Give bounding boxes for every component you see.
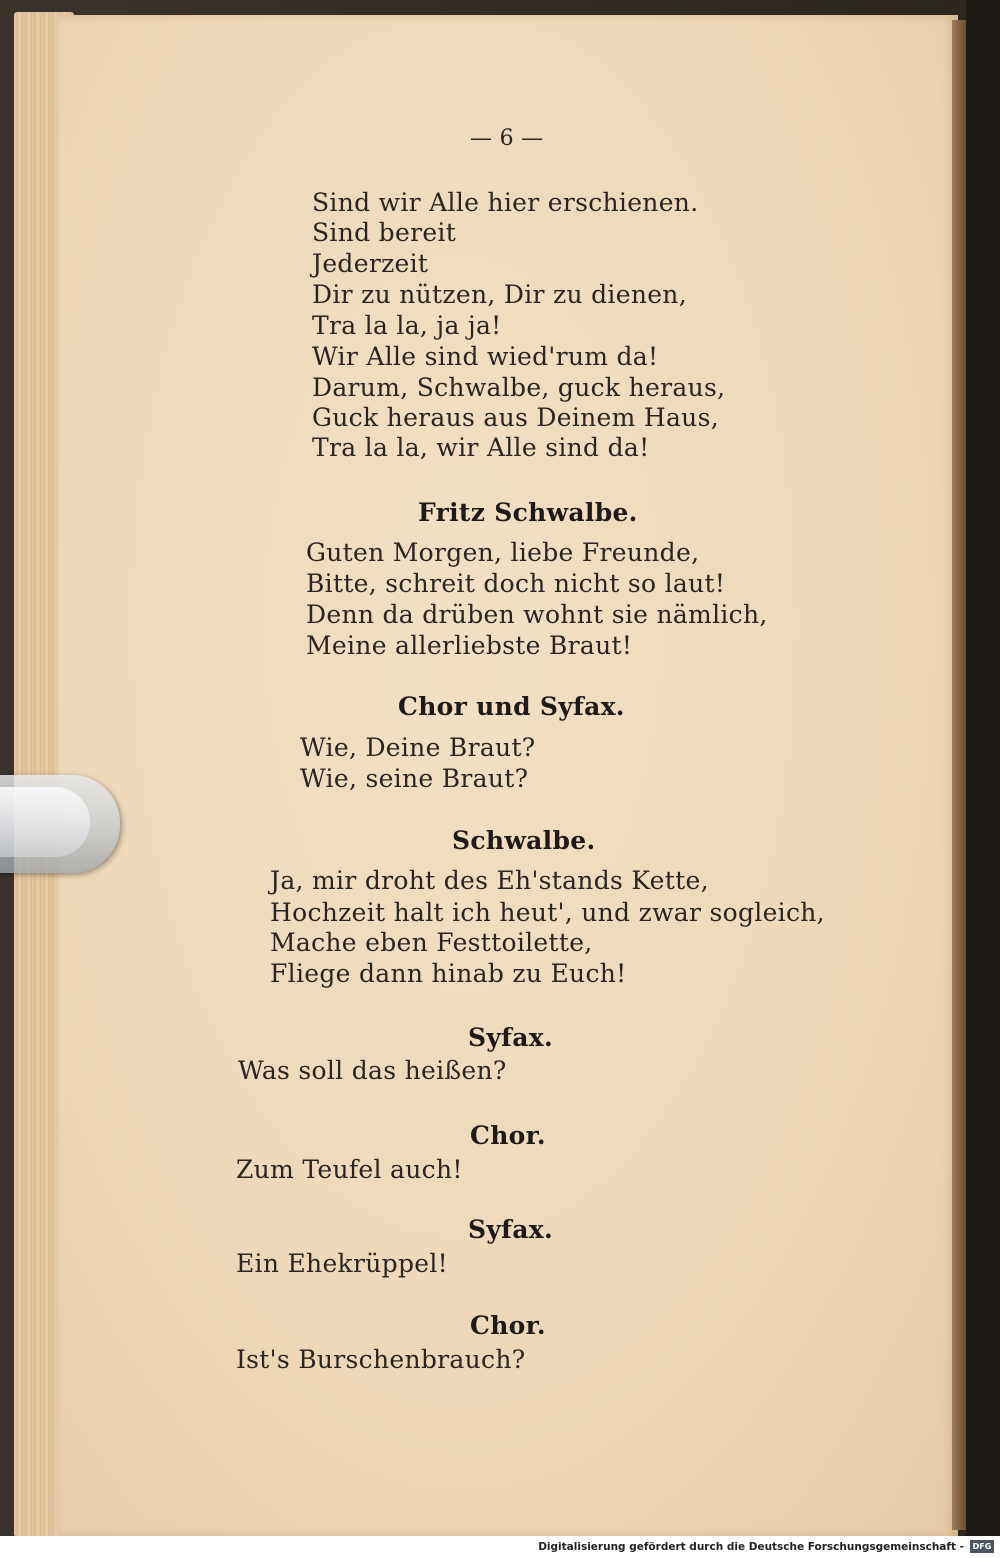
- speaker-heading: Chor und Syfax.: [398, 692, 625, 721]
- verse-line: Fliege dann hinab zu Euch!: [270, 959, 627, 988]
- verse-line: Dir zu nützen, Dir zu dienen,: [312, 280, 687, 309]
- speaker-heading: Fritz Schwalbe.: [418, 498, 638, 527]
- footer-credit: Digitalisierung gefördert durch die Deutsche Forschungsgemeinschaft -: [538, 1541, 964, 1553]
- scan-edge: [966, 0, 1000, 1558]
- verse-line: Ein Ehekrüppel!: [236, 1249, 448, 1278]
- speaker-heading: Chor.: [470, 1311, 546, 1340]
- verse-line: Sind bereit: [312, 218, 457, 247]
- speaker-heading: Schwalbe.: [452, 826, 596, 855]
- speaker-heading: Syfax.: [468, 1215, 553, 1244]
- verse-line: Ist's Burschenbrauch?: [236, 1345, 526, 1374]
- verse-line: Hochzeit halt ich heut', und zwar sogleich,: [270, 898, 825, 927]
- dfg-logo: DFG: [970, 1540, 994, 1553]
- speaker-heading: Syfax.: [468, 1023, 553, 1052]
- verse-line: Mache eben Festtoilette,: [270, 928, 593, 957]
- verse-line: Ja, mir droht des Eh'stands Kette,: [270, 866, 709, 895]
- verse-line: Wie, seine Braut?: [300, 764, 529, 793]
- verse-line: Zum Teufel auch!: [236, 1155, 463, 1184]
- page-gutter: [952, 20, 966, 1530]
- speaker-heading: Chor.: [470, 1121, 546, 1150]
- verse-line: Guck heraus aus Deinem Haus,: [312, 403, 719, 432]
- book-clip: [0, 775, 120, 873]
- verse-line: Wie, Deine Braut?: [300, 733, 536, 762]
- verse-line: Tra la la, wir Alle sind da!: [312, 433, 650, 462]
- verse-line: Bitte, schreit doch nicht so laut!: [306, 569, 726, 598]
- verse-line: Wir Alle sind wied'rum da!: [312, 342, 659, 371]
- verse-line: Jederzeit: [312, 249, 429, 278]
- verse-line: Tra la la, ja ja!: [312, 311, 502, 340]
- verse-line: Denn da drüben wohnt sie nämlich,: [306, 600, 768, 629]
- verse-line: Darum, Schwalbe, guck heraus,: [312, 373, 726, 402]
- page-number: — 6 —: [470, 126, 544, 151]
- verse-line: Guten Morgen, liebe Freunde,: [306, 538, 700, 567]
- verse-line: Sind wir Alle hier erschienen.: [312, 188, 699, 217]
- verse-line: Meine allerliebste Braut!: [306, 631, 633, 660]
- book-clip-highlight: [0, 787, 90, 857]
- verse-line: Was soll das heißen?: [238, 1056, 507, 1085]
